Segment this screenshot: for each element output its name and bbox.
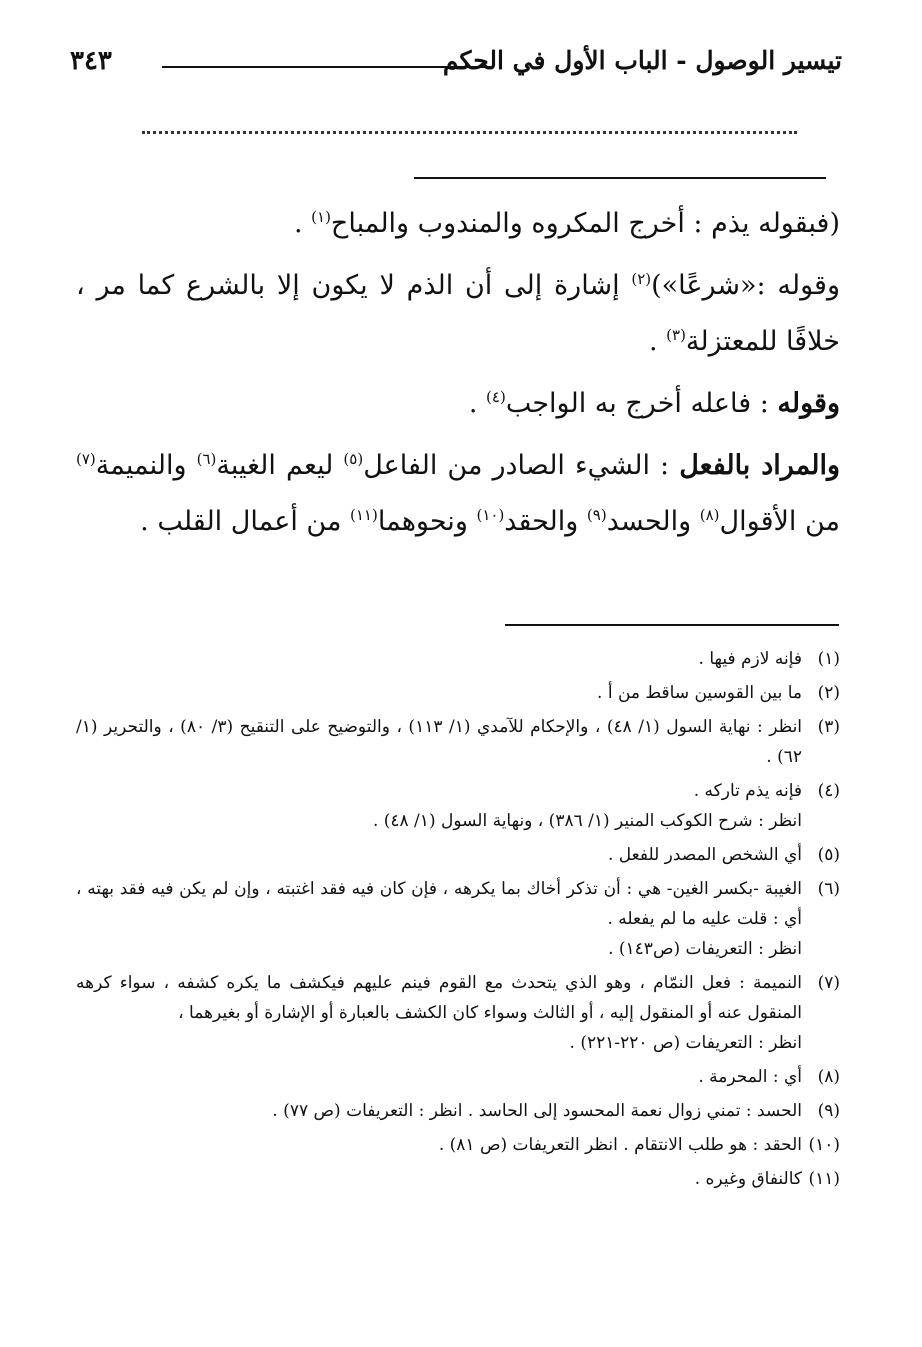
footnote-7: [76, 968, 840, 1058]
footnote-9: [76, 1096, 840, 1126]
footnote-number: (٥): [817, 845, 840, 865]
footnote-body: [76, 968, 802, 1058]
footnote-number: (١): [817, 649, 840, 669]
dotted-separator: [142, 131, 797, 134]
footnote-5: [76, 840, 840, 870]
footnote-ref-5: (٥): [343, 450, 364, 468]
paragraph-3-lead: وقوله: [777, 388, 840, 419]
footnote-number: (١١): [808, 1169, 840, 1189]
footnote-number: (٢): [817, 683, 840, 703]
paragraph-4-text-a: : الشيء الصادر من الفاعل: [363, 450, 680, 481]
footnote-3: [76, 712, 840, 772]
section-rule: [414, 177, 826, 179]
footnote-8: [76, 1062, 840, 1092]
paragraph-1: [76, 196, 840, 252]
footnote-body: [76, 644, 802, 674]
footnote-line: انظر : نهاية السول (١/ ٤٨) ، والإحكام للآمدي (١/ ١١٣) ، والتوضيح على التنقيح (٣/ ٨٠) ، والتحرير (١/ ٦٢) .: [76, 717, 803, 767]
paragraph-2-end: .: [648, 326, 667, 357]
footnote-body: [76, 1062, 802, 1092]
paragraph-4-lead: والمراد بالفعل: [679, 450, 840, 481]
running-header: [70, 46, 842, 86]
paragraph-4: [76, 438, 840, 550]
footnote-2: [76, 678, 840, 708]
paragraph-4-text-c: والنميمة: [95, 450, 197, 481]
footnote-line: أي : المحرمة .: [698, 1067, 802, 1087]
paragraph-1-end: .: [293, 208, 312, 239]
footnote-line: الحسد : تمني زوال نعمة المحسود إلى الحاسد . انظر : التعريفات (ص ٧٧) .: [272, 1101, 802, 1121]
footnote-number: (٧): [817, 973, 840, 993]
footnote-line: أي الشخص المصدر للفعل .: [607, 845, 802, 865]
footnote-line: ما بين القوسين ساقط من أ .: [597, 683, 802, 703]
paragraph-3-end: .: [468, 388, 487, 419]
footnote-body: [76, 874, 802, 964]
footnote-4: [76, 776, 840, 836]
header-rule: [162, 66, 490, 68]
footnote-line: النميمة : فعل النمّام ، وهو الذي يتحدث مع القوم فينم عليهم فيكشف ما يكره كشفه ، سواء كرهه المنقول عنه أو المنقول إليه ، أو الثالث وسواء كان الكشف بالعبارة أو الإشارة أو بغيرهما ،: [76, 973, 802, 1023]
footnote-body: [76, 712, 802, 772]
footnote-ref-10: (١٠): [476, 506, 505, 524]
footnote-ref-7: (٧): [76, 450, 96, 468]
footnote-10: [76, 1130, 840, 1160]
footnote-line: انظر : شرح الكوكب المنير (١/ ٣٨٦) ، ونهاية السول (١/ ٤٨) .: [372, 811, 802, 831]
footnote-number: (١٠): [808, 1135, 840, 1155]
footnote-ref-4: (٤): [486, 388, 506, 406]
footnote-separator: [505, 624, 839, 626]
footnote-number: (٩): [817, 1101, 840, 1121]
header-title: تيسير الوصول - الباب الأول في الحكم: [442, 46, 842, 75]
paragraph-1-text: (فبقوله يذم : أخرج المكروه والمندوب والمباح: [330, 208, 840, 239]
page-number: ٣٤٣: [70, 46, 112, 76]
paragraph-4-text-f: والحقد: [504, 506, 587, 537]
paragraph-2-lead: وقوله :«شرعًا»): [651, 270, 840, 301]
footnote-ref-11: (١١): [350, 506, 378, 524]
footnote-body: [76, 1096, 802, 1126]
footnote-line: انظر : التعريفات (ص ٢٢٠-٢٢١) .: [569, 1033, 802, 1053]
paragraph-2-text: إشارة إلى أن الذم لا يكون إلا بالشرع كما مر ، خلافًا للمعتزلة: [76, 270, 840, 357]
footnote-body: [76, 840, 802, 870]
footnote-body: [76, 1164, 802, 1194]
footnote-ref-9: (٩): [586, 506, 607, 524]
paragraph-4-text-b: ليعم الغيبة: [216, 450, 344, 481]
footnote-line: فإنه لازم فيها .: [698, 649, 802, 669]
footnote-number: (٤): [817, 781, 840, 801]
paragraph-3-text: : فاعله أخرج به الواجب: [505, 388, 778, 419]
paragraph-4-text-d: من الأقوال: [719, 506, 840, 537]
paragraph-3: [76, 376, 840, 432]
footnotes: [76, 644, 840, 1198]
footnote-body: [76, 1130, 802, 1160]
footnote-number: (٣): [817, 717, 840, 737]
paragraph-4-text-g: ونحوهما: [377, 506, 477, 537]
footnote-number: (٨): [817, 1067, 840, 1087]
footnote-body: [76, 678, 802, 708]
main-body: [76, 196, 840, 556]
footnote-body: [76, 776, 802, 836]
footnote-line: الغيبة -بكسر الغين- هي : أن تذكر أخاك بما يكرهه ، فإن كان فيه فقد اغتبته ، وإن لم يكن فيه فقد بهته ، أي : قلت عليه ما لم يفعله .: [76, 879, 802, 929]
footnote-line: الحقد : هو طلب الانتقام . انظر التعريفات (ص ٨١) .: [438, 1135, 802, 1155]
footnote-line: كالنفاق وغيره .: [694, 1169, 802, 1189]
footnote-line: انظر : التعريفات (ص١٤٣) .: [608, 939, 802, 959]
footnote-ref-1: (١): [311, 208, 331, 226]
footnote-11: [76, 1164, 840, 1194]
footnote-ref-2: (٢): [631, 270, 652, 288]
footnote-number: (٦): [817, 879, 840, 899]
paragraph-2: [76, 258, 840, 370]
paragraph-4-text-e: والحسد: [606, 506, 700, 537]
footnote-1: [76, 644, 840, 674]
footnote-6: [76, 874, 840, 964]
footnote-ref-3: (٣): [666, 326, 686, 344]
footnote-ref-6: (٦): [196, 450, 217, 468]
footnote-line: فإنه يذم تاركه .: [693, 781, 802, 801]
paragraph-4-text-h: من أعمال القلب .: [140, 506, 351, 537]
footnote-ref-8: (٨): [699, 506, 720, 524]
